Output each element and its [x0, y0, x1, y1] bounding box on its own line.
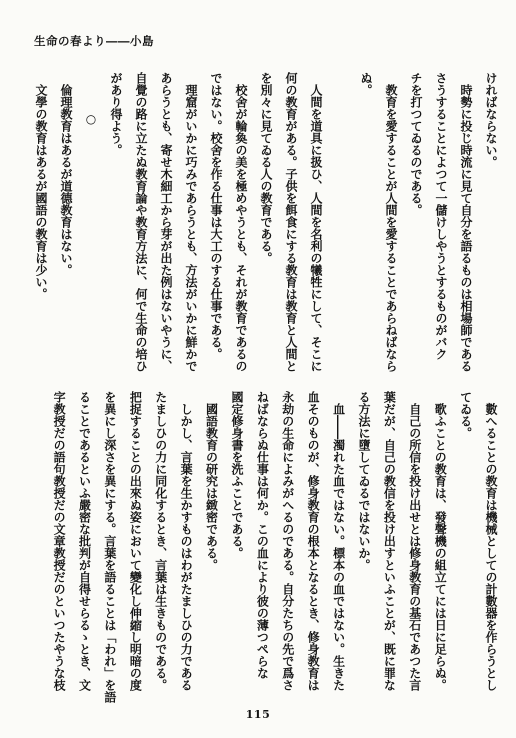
- text-column: 數へることの教育は機械としての計數器を作らうとし: [484, 403, 498, 691]
- text-column: があり得よう。: [109, 72, 123, 156]
- text-column: 字教授だの語句教授だの文章教授だのといつたやうな枝: [52, 391, 67, 691]
- text-column: 人間を道具に扱ひ、人間を名利の犧牲にして、そこに: [309, 84, 323, 372]
- running-head: 生命の春より――小島: [34, 34, 154, 48]
- text-column: ぬ。: [359, 72, 373, 96]
- text-column: 何の教育がある。子供を餌食にする教育は教育と人間と: [284, 72, 298, 372]
- text-column: ねばならぬ仕事は何か。この血により彼の薄つぺらな: [255, 391, 270, 679]
- text-column: 校舍が輪奐の美を極めやうとも、それが教育であるの: [234, 84, 248, 372]
- page-number: 115: [245, 708, 271, 721]
- text-column: 血――濁れた血ではない。標本の血ではない。生きた: [331, 403, 346, 691]
- text-column: を別々に見てゐる人の教育である。: [259, 72, 273, 264]
- text-column: 葉だが、自己の教信を投け出すといふことが、既に罪な: [382, 391, 397, 691]
- text-column: あらうとも、寄せ木細工から芽が出た例はないやうに、: [159, 72, 173, 372]
- text-column: 把捉することの出來ぬ姿において變化し伸縮し明暗の度: [128, 391, 143, 691]
- text-column: 國定修身書を洗ふことである。: [229, 391, 244, 559]
- lower-text-tier: [46, 391, 503, 709]
- text-column: 血そのものが、修身教育の根本となるとき、修身教育は: [306, 391, 321, 691]
- section-break-mark: ○: [84, 112, 98, 126]
- text-column: 文學の教育はあるが國語の教育は少い。: [34, 84, 48, 300]
- text-column: ではない。校舍を作る仕事は大工のする仕事である。: [209, 72, 223, 360]
- text-column: てゐる。: [458, 391, 473, 439]
- upper-text-tier: [28, 72, 503, 380]
- text-column: さうすることによつて一儲けしやうとするものがバク: [434, 72, 448, 360]
- text-column: る方法に墮してゐるではないか。: [356, 391, 371, 571]
- text-column: たましひの力に同化するとき、言葉は生きものである。: [153, 391, 168, 691]
- text-column: 教育を愛することが人間を愛することであらねばなら: [384, 84, 398, 372]
- text-column: 國語教育の研究は緻密である。: [204, 403, 219, 571]
- text-column: しかし、言葉を生かすものはわがたましひの力である: [179, 403, 194, 691]
- text-column: ければならない。: [484, 72, 498, 168]
- text-column: ることであるといふ嚴密な批判が自得せらるゝとき、文: [77, 391, 92, 691]
- text-column: 時勢に投じ時流に見て自分を語るものは相場師である: [459, 84, 473, 372]
- text-column: 理窟がいかに巧みであらうとも、方法がいかに鮮かで: [184, 84, 198, 372]
- text-column: 永劫の生命によみがへるのである。自分たちの先で爲さ: [280, 391, 295, 691]
- text-column: チを打つてゐるのである。: [409, 72, 423, 216]
- text-column: 倫理教育はあるが道德教育はない。: [59, 84, 73, 276]
- text-column: 自覺の路に立たぬ教育論や教育方法に、何で生命の培ひ: [134, 72, 148, 372]
- text-column: 自己の所信を投け出せとは修身教育の基石であつた言: [407, 403, 422, 691]
- text-column: を異にし深さを異にする。言葉を語ることは「われ」を語: [102, 391, 117, 703]
- text-column: 歌ふことの教育は、發聲機の組立てには日に足らぬ。: [433, 403, 448, 691]
